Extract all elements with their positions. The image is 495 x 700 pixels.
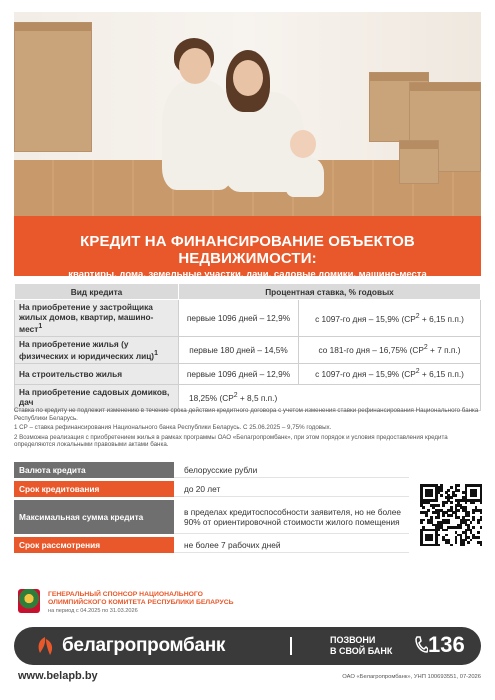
qr-module (465, 501, 468, 504)
footnotes (14, 407, 481, 451)
qr-module (480, 511, 483, 514)
call-line: В СВОЙ БАНК (330, 646, 393, 656)
qr-module (450, 501, 453, 504)
column-header: Вид кредита (15, 284, 179, 300)
qr-module (467, 514, 470, 517)
footnote: Ставка по кредиту не подлежит изменению в течение срока действия кредитного договора с учетом изменения ставки рефинансирования Национального банка Республики Беларусь. (14, 407, 479, 422)
term-row (14, 500, 409, 534)
rate-text: + 8,5 п.п.) (237, 392, 278, 403)
qr-module (435, 499, 438, 502)
sponsor-line: ГЕНЕРАЛЬНЫЙ СПОНСОР НАЦИОНАЛЬНОГО (48, 591, 203, 598)
term-row (14, 481, 409, 497)
cardboard-box (14, 22, 92, 152)
sponsor-line: ОЛИМПИЙСКОГО КОМИТЕТА РЕСПУБЛИКИ БЕЛАРУСЬ (48, 599, 234, 606)
qr-module (457, 489, 460, 492)
rate-text: с 1097-го дня – 15,9% (СР (315, 368, 416, 379)
page-subtitle: квартиры, дома, земельные участки, дачи, садовые домики, машино-места (68, 269, 427, 280)
term-row (14, 462, 409, 478)
qr-code[interactable] (420, 484, 482, 546)
rate-text: + 7 п.п.) (427, 345, 461, 356)
rate-cell (299, 363, 481, 384)
column-header: Процентная ставка, % годовых (179, 284, 481, 300)
qr-module (437, 516, 440, 519)
qr-module (445, 534, 448, 537)
short-phone-number[interactable]: 136 (428, 632, 465, 657)
table-row (15, 336, 481, 363)
qr-module (430, 494, 433, 497)
man-head (179, 48, 211, 84)
sponsor-text (48, 591, 234, 607)
qr-module (437, 544, 440, 547)
cardboard-box (399, 140, 439, 184)
qr-module (477, 531, 480, 534)
rate-cell: первые 1096 дней – 12,9% (179, 300, 299, 337)
table-row (15, 363, 481, 384)
bank-logo-icon (34, 636, 56, 656)
qr-module (472, 501, 475, 504)
title-banner (14, 216, 481, 280)
footnote: 1 СР – ставка рефинансирования Национального банка Республики Беларусь. С 25.06.2025 – 9,75% годовых. (14, 424, 332, 432)
qr-module (450, 486, 453, 489)
qr-module (447, 521, 450, 524)
qr-module (450, 514, 453, 517)
olympic-committee-emblem-icon (18, 589, 40, 613)
qr-module (457, 484, 460, 487)
footnote-mark: 2 (415, 368, 420, 376)
qr-module (470, 539, 473, 542)
woman-head (233, 60, 263, 96)
footnote: 2 Возможна реализация с приобретением жилья в рамках программы ОАО «Белагропромбанк», при этом порядок и условия предоставления кредита определяются локальными правовыми актами банка. (14, 433, 448, 449)
term-label: Максимальная сумма кредита (14, 500, 174, 534)
bank-name: белагропромбанк (62, 635, 226, 656)
call-line: ПОЗВОНИ (330, 635, 376, 645)
qr-module (480, 519, 483, 522)
qr-module (445, 501, 448, 504)
qr-module (440, 489, 443, 492)
legal-info: ОАО «Белагропромбанк», УНП 100693551, 07-2026 (342, 674, 481, 680)
qr-module (477, 536, 480, 539)
qr-module (450, 496, 453, 499)
term-label: Валюта кредита (14, 462, 174, 478)
sponsor-block (18, 587, 318, 617)
qr-module (437, 529, 440, 532)
credit-type-cell: На строительство жилья (15, 363, 179, 384)
credit-type-cell: На приобретение садовых домиков, дач (15, 384, 179, 410)
website-link[interactable]: www.belapb.by (18, 670, 98, 682)
sponsor-period: на период с 04.2025 по 31.03.2026 (48, 608, 138, 614)
qr-module (447, 489, 450, 492)
term-label: Срок рассмотрения (14, 537, 174, 553)
table-row (15, 300, 481, 337)
qr-module (455, 541, 458, 544)
page-title: КРЕДИТ НА ФИНАНСИРОВАНИЕ ОБЪЕКТОВ НЕДВИЖИМОСТИ: (80, 233, 415, 267)
qr-module (425, 514, 428, 517)
qr-module (457, 509, 460, 512)
rate-cell: первые 180 дней – 14,5% (179, 336, 299, 363)
rate-text: со 181-го дня – 16,75% (СР (318, 345, 424, 356)
credit-type-text: На приобретение жилья (у физических и юридических лиц) (19, 338, 155, 361)
qr-module (480, 526, 483, 529)
qr-module (455, 494, 458, 497)
rate-text: + 6,15 п.п.) (419, 368, 464, 379)
qr-module (480, 544, 483, 547)
qr-module (472, 511, 475, 514)
qr-module (442, 504, 445, 507)
child-figure (286, 157, 324, 197)
qr-module (430, 539, 433, 542)
term-value: до 20 лет (174, 481, 409, 497)
term-label: Срок кредитования (14, 481, 174, 497)
divider (290, 637, 292, 655)
qr-module (460, 526, 463, 529)
term-value: белорусские рубли (174, 462, 409, 478)
qr-module (477, 521, 480, 524)
qr-module (422, 519, 425, 522)
footnote-mark: 1 (38, 323, 43, 330)
qr-module (420, 521, 423, 524)
child-head (290, 130, 316, 158)
footnote-mark: 1 (154, 349, 158, 357)
loan-terms (14, 462, 409, 556)
credit-type-cell (15, 300, 179, 337)
qr-module (480, 501, 483, 504)
qr-module (470, 521, 473, 524)
phone-icon (414, 635, 428, 655)
table-header-row (15, 284, 481, 300)
rate-cell (299, 336, 481, 363)
brand-bar (14, 627, 481, 665)
qr-module (437, 534, 440, 537)
rate-cell: первые 1096 дней – 12,9% (179, 363, 299, 384)
qr-module (445, 529, 448, 532)
rate-text: 18,25% (СР (189, 392, 234, 403)
term-value: в пределах кредитоспособности заявителя, но не более 90% от ориентировочной стоимости жилого помещения (174, 500, 409, 534)
rate-text: + 6,15 п.п.) (419, 313, 464, 324)
qr-module (467, 541, 470, 544)
rates-table (14, 283, 481, 411)
footnote-mark: 2 (415, 312, 420, 320)
term-value: не более 7 рабочих дней (174, 537, 409, 553)
rate-cell (299, 300, 481, 337)
term-row (14, 537, 409, 553)
qr-module (427, 509, 430, 512)
qr-module (472, 519, 475, 522)
credit-type-cell (15, 336, 179, 363)
qr-module (440, 494, 443, 497)
footnote-mark: 2 (423, 344, 428, 352)
hero-photo (14, 12, 481, 216)
qr-module (462, 544, 465, 547)
rate-text: с 1097-го дня – 15,9% (СР (315, 313, 416, 324)
call-text (330, 635, 392, 657)
qr-module (450, 544, 453, 547)
footnote-mark: 2 (233, 391, 238, 399)
qr-module (437, 504, 440, 507)
qr-module (475, 494, 478, 497)
qr-module (442, 514, 445, 517)
qr-module (472, 526, 475, 529)
credit-type-text: На приобретение у застройщика жилых домов, квартир, машино-мест (19, 302, 154, 334)
qr-module (422, 506, 425, 509)
